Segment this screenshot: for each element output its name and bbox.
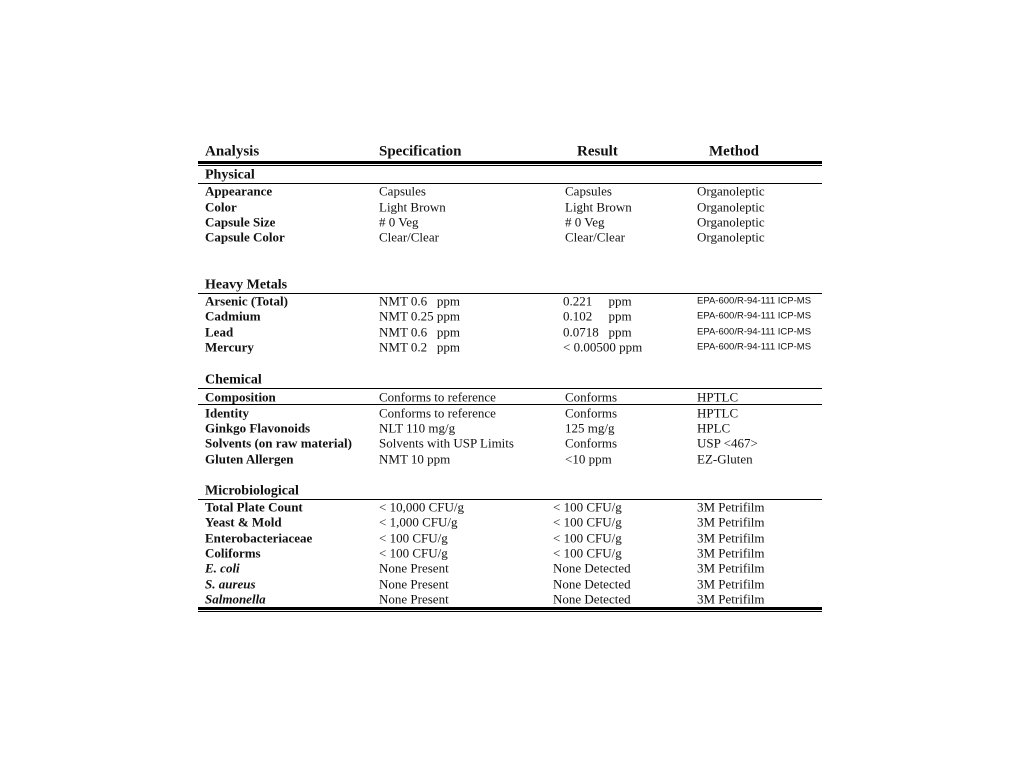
row-specification: < 100 CFU/g [379,530,448,546]
header-result: Result [577,143,618,160]
row-method: 3M Petrifilm [697,499,765,515]
row-specification: None Present [379,576,449,592]
row-result: Light Brown [565,199,632,215]
row-analysis: Total Plate Count [205,499,303,515]
row-method: 3M Petrifilm [697,576,765,592]
row-method: 3M Petrifilm [697,560,765,576]
row-method: EPA-600/R-94-111 ICP-MS [697,310,812,322]
row-result: 125 mg/g [565,420,615,436]
row-method: EPA-600/R-94-111 ICP-MS [697,341,812,353]
row-analysis: Cadmium [205,308,261,324]
row-specification: Clear/Clear [379,229,439,245]
row-analysis: Ginkgo Flavonoids [205,420,311,436]
row-analysis: Enterobacteriaceae [205,530,313,546]
row-analysis: Solvents (on raw material) [205,435,352,451]
header-rule-thin [198,165,822,166]
row-analysis: Capsule Color [205,229,285,245]
row-specification: < 10,000 CFU/g [379,499,464,515]
row-analysis: Mercury [205,339,254,355]
header-analysis: Analysis [205,143,260,160]
row-analysis: Color [205,199,237,215]
row-result: < 100 CFU/g [553,499,622,515]
row-specification: NLT 110 mg/g [379,420,456,436]
row-result: Conforms [565,435,617,451]
row-result: Conforms [565,405,617,421]
row-result: < 0.00500 ppm [563,339,643,355]
row-result: None Detected [553,591,631,607]
row-specification: NMT 10 ppm [379,451,451,467]
row-specification: None Present [379,560,449,576]
row-method: EZ-Gluten [697,451,753,467]
row-analysis: Gluten Allergen [205,451,294,467]
row-analysis: Coliforms [205,545,261,561]
row-method: 3M Petrifilm [697,591,765,607]
row-method: USP <467> [697,435,758,451]
row-result: < 100 CFU/g [553,545,622,561]
row-result: 0.102 ppm [563,308,632,324]
row-specification: # 0 Veg [379,214,419,230]
footer-rule-thick [198,607,822,610]
header-method: Method [709,143,759,160]
row-analysis: Lead [205,324,234,340]
row-specification: Solvents with USP Limits [379,435,514,451]
row-specification: NMT 0.6 ppm [379,293,461,309]
header-rule-thick [198,161,822,164]
row-method: HPTLC [697,405,739,421]
row-specification: Light Brown [379,199,446,215]
row-result: # 0 Veg [565,214,605,230]
row-analysis: Composition [205,389,276,405]
row-result: < 100 CFU/g [553,530,622,546]
section-title: Physical [205,167,255,183]
row-method: EPA-600/R-94-111 ICP-MS [697,295,812,307]
header-specification: Specification [379,143,462,160]
row-result: 0.0718 ppm [563,324,632,340]
row-specification: Conforms to reference [379,405,496,421]
row-specification: < 100 CFU/g [379,545,448,561]
row-result: 0.221 ppm [563,293,632,309]
row-result: Capsules [565,183,612,199]
row-method: 3M Petrifilm [697,545,765,561]
row-method: 3M Petrifilm [697,514,765,530]
row-specification: Conforms to reference [379,389,496,405]
row-result: Conforms [565,389,617,405]
row-analysis: S. aureus [205,576,256,592]
section-title: Chemical [205,372,262,388]
row-analysis: Appearance [205,183,273,199]
row-method: HPTLC [697,389,739,405]
row-method: Organoleptic [697,214,765,230]
section-title: Heavy Metals [205,277,288,293]
row-method: Organoleptic [697,199,765,215]
row-result: < 100 CFU/g [553,514,622,530]
row-specification: NMT 0.2 ppm [379,339,461,355]
row-specification: None Present [379,591,449,607]
row-analysis: E. coli [205,560,240,576]
row-method: HPLC [697,420,731,436]
row-analysis: Salmonella [205,591,266,607]
row-method: EPA-600/R-94-111 ICP-MS [697,326,812,338]
row-method: Organoleptic [697,183,765,199]
row-result: None Detected [553,576,631,592]
row-specification: NMT 0.25 ppm [379,308,461,324]
row-method: 3M Petrifilm [697,530,765,546]
row-result: <10 ppm [565,451,612,467]
row-analysis: Capsule Size [205,214,276,230]
section-title: Microbiological [205,483,299,499]
row-analysis: Arsenic (Total) [205,293,288,309]
row-analysis: Yeast & Mold [205,514,282,530]
row-method: Organoleptic [697,229,765,245]
row-analysis: Identity [205,405,250,421]
row-result: Clear/Clear [565,229,625,245]
row-specification: < 1,000 CFU/g [379,514,458,530]
row-result: None Detected [553,560,631,576]
footer-rule-thin [198,611,822,612]
row-specification: NMT 0.6 ppm [379,324,461,340]
row-specification: Capsules [379,183,426,199]
